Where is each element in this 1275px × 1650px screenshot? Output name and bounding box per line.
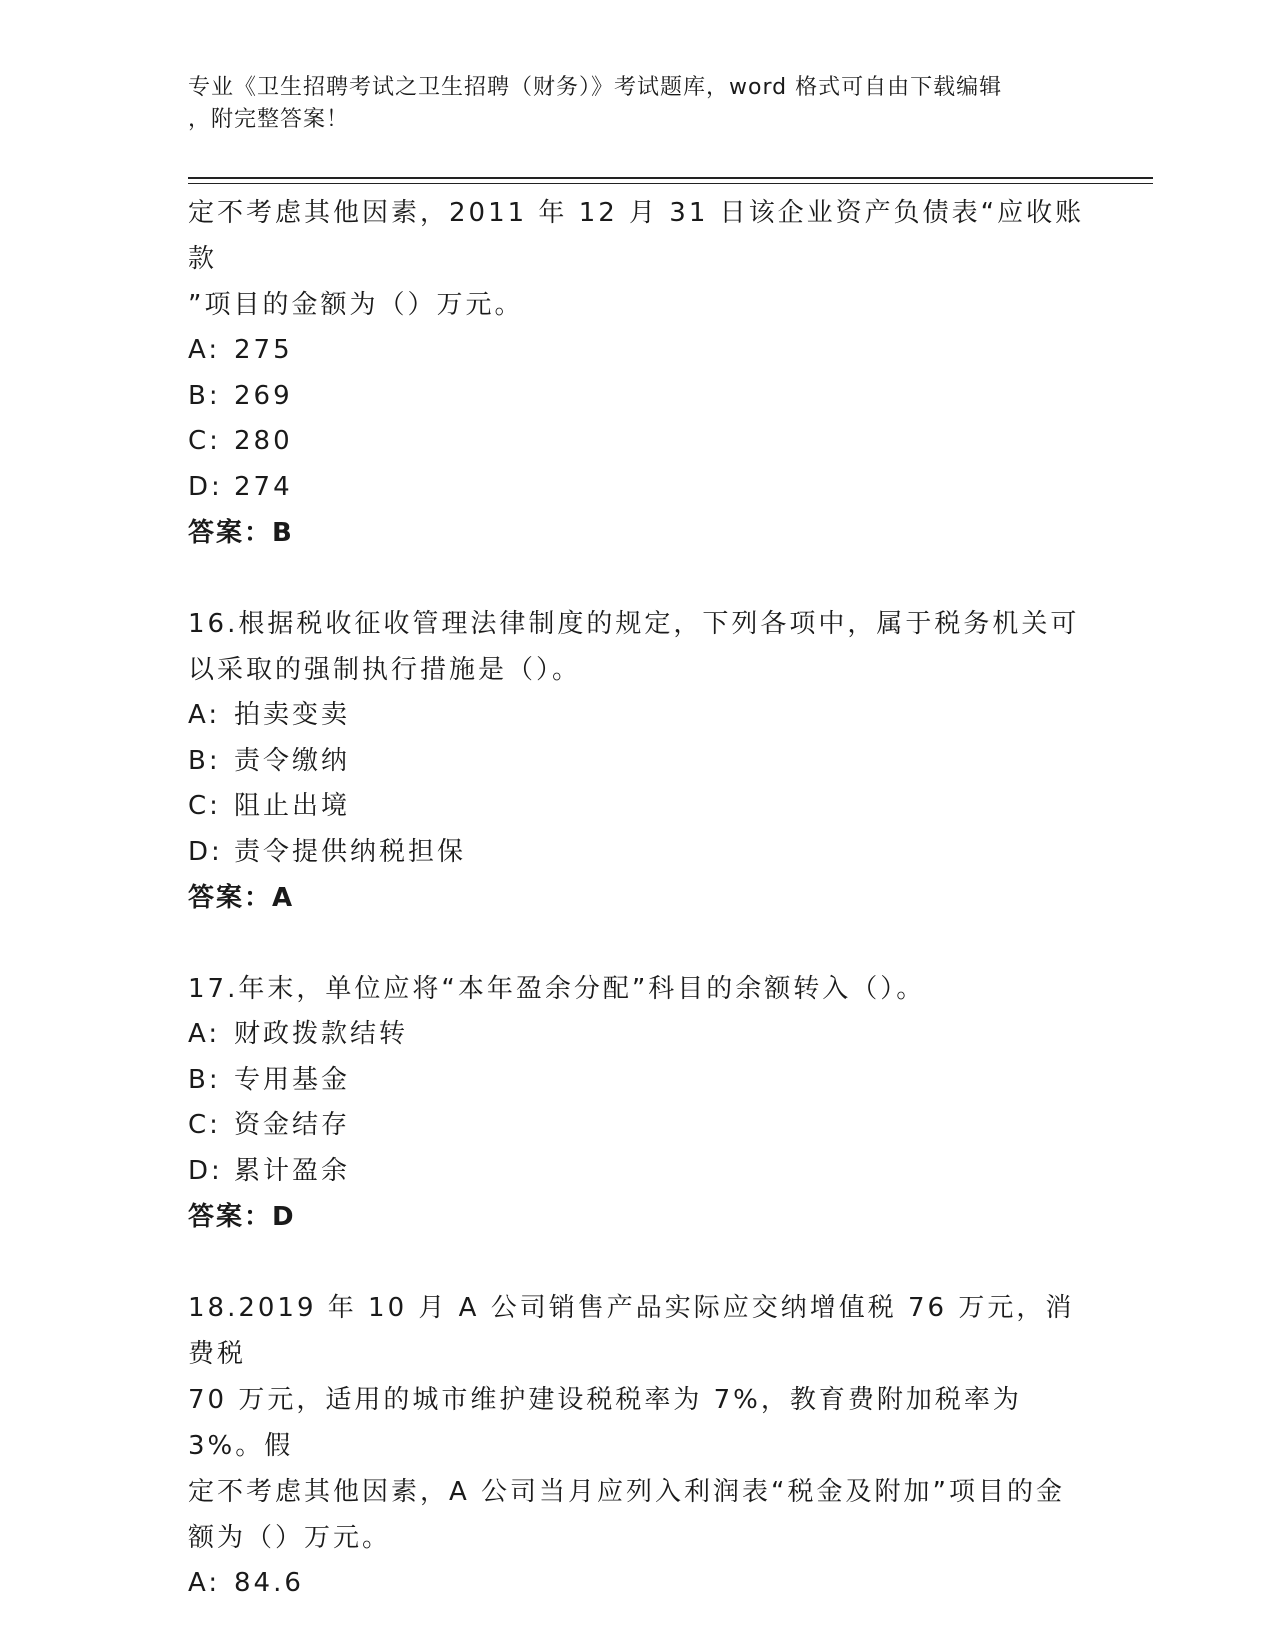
option-a	[188, 1012, 1088, 1058]
question-text-line: 以采取的强制执行措施是（）。	[188, 655, 582, 685]
option-letter: A:	[188, 335, 221, 365]
document-header	[188, 72, 1068, 136]
option-c	[188, 784, 1088, 830]
option-text: 累计盈余	[234, 1155, 351, 1186]
question-text-line: 额为（）万元。	[188, 1523, 392, 1553]
option-a	[188, 693, 1088, 739]
question-list	[188, 190, 1088, 1607]
option-d	[188, 830, 1088, 876]
option-letter: B:	[188, 745, 221, 776]
question-text-line: 17.年末，单位应将“本年盈余分配”科目的余额转入（）。	[188, 974, 926, 1004]
option-a	[188, 1561, 1088, 1607]
option-letter: C:	[188, 1110, 221, 1140]
option-letter: A:	[188, 700, 221, 730]
header-divider-thin	[188, 183, 1153, 184]
option-text: 拍卖变卖	[234, 700, 351, 730]
option-a	[188, 328, 1088, 374]
option-letter: A:	[188, 1568, 221, 1598]
option-d	[188, 465, 1088, 511]
option-letter: A:	[188, 1019, 221, 1049]
question-block	[188, 1285, 1088, 1607]
question-block	[188, 601, 1088, 921]
question-block	[188, 190, 1088, 556]
answer-line: 答案：B	[188, 518, 294, 548]
question-block	[188, 966, 1088, 1240]
option-text: 269	[234, 380, 293, 411]
answer-line: 答案：A	[188, 883, 295, 913]
header-line-1: 专业《卫生招聘考试之卫生招聘（财务）》考试题库，word 格式可自由下载编辑	[188, 75, 1003, 100]
question-text-line: 定不考虑其他因素，A 公司当月应列入利润表“税金及附加”项目的金	[188, 1477, 1065, 1507]
option-letter: D:	[188, 1155, 223, 1186]
option-letter: B:	[188, 1064, 221, 1095]
option-b	[188, 1058, 1088, 1104]
option-text: 财政拨款结转	[234, 1019, 409, 1049]
header-divider-thick	[188, 177, 1153, 179]
option-b	[188, 374, 1088, 420]
question-text-line: 18.2019 年 10 月 A 公司销售产品实际应交纳增值税 76 万元，消费税	[188, 1293, 1075, 1369]
option-text: 责令缴纳	[234, 745, 351, 776]
option-letter: D:	[188, 471, 223, 502]
option-letter: C:	[188, 791, 221, 821]
option-text: 专用基金	[234, 1064, 351, 1095]
option-c	[188, 419, 1088, 465]
option-text: 274	[234, 471, 293, 502]
option-b	[188, 739, 1088, 785]
question-text-line: 定不考虑其他因素，2011 年 12 月 31 日该企业资产负债表“应收账款	[188, 198, 1085, 274]
header-line-2: ，附完整答案！	[188, 107, 350, 132]
option-text: 84.6	[234, 1568, 304, 1598]
option-text: 责令提供纳税担保	[234, 836, 467, 867]
option-c	[188, 1103, 1088, 1149]
option-text: 280	[234, 426, 293, 456]
question-text-line: 70 万元，适用的城市维护建设税税率为 7%，教育费附加税率为 3%。假	[188, 1385, 1022, 1461]
option-text: 275	[234, 335, 293, 365]
option-text: 资金结存	[234, 1110, 351, 1140]
option-letter: C:	[188, 426, 221, 456]
option-letter: B:	[188, 380, 221, 411]
option-d	[188, 1149, 1088, 1195]
option-text: 阻止出境	[234, 791, 351, 821]
question-text-line: ”项目的金额为（）万元。	[188, 290, 524, 320]
option-letter: D:	[188, 836, 223, 867]
answer-line: 答案：D	[188, 1202, 296, 1232]
question-text-line: 16.根据税收征收管理法律制度的规定，下列各项中，属于税务机关可	[188, 609, 1080, 639]
